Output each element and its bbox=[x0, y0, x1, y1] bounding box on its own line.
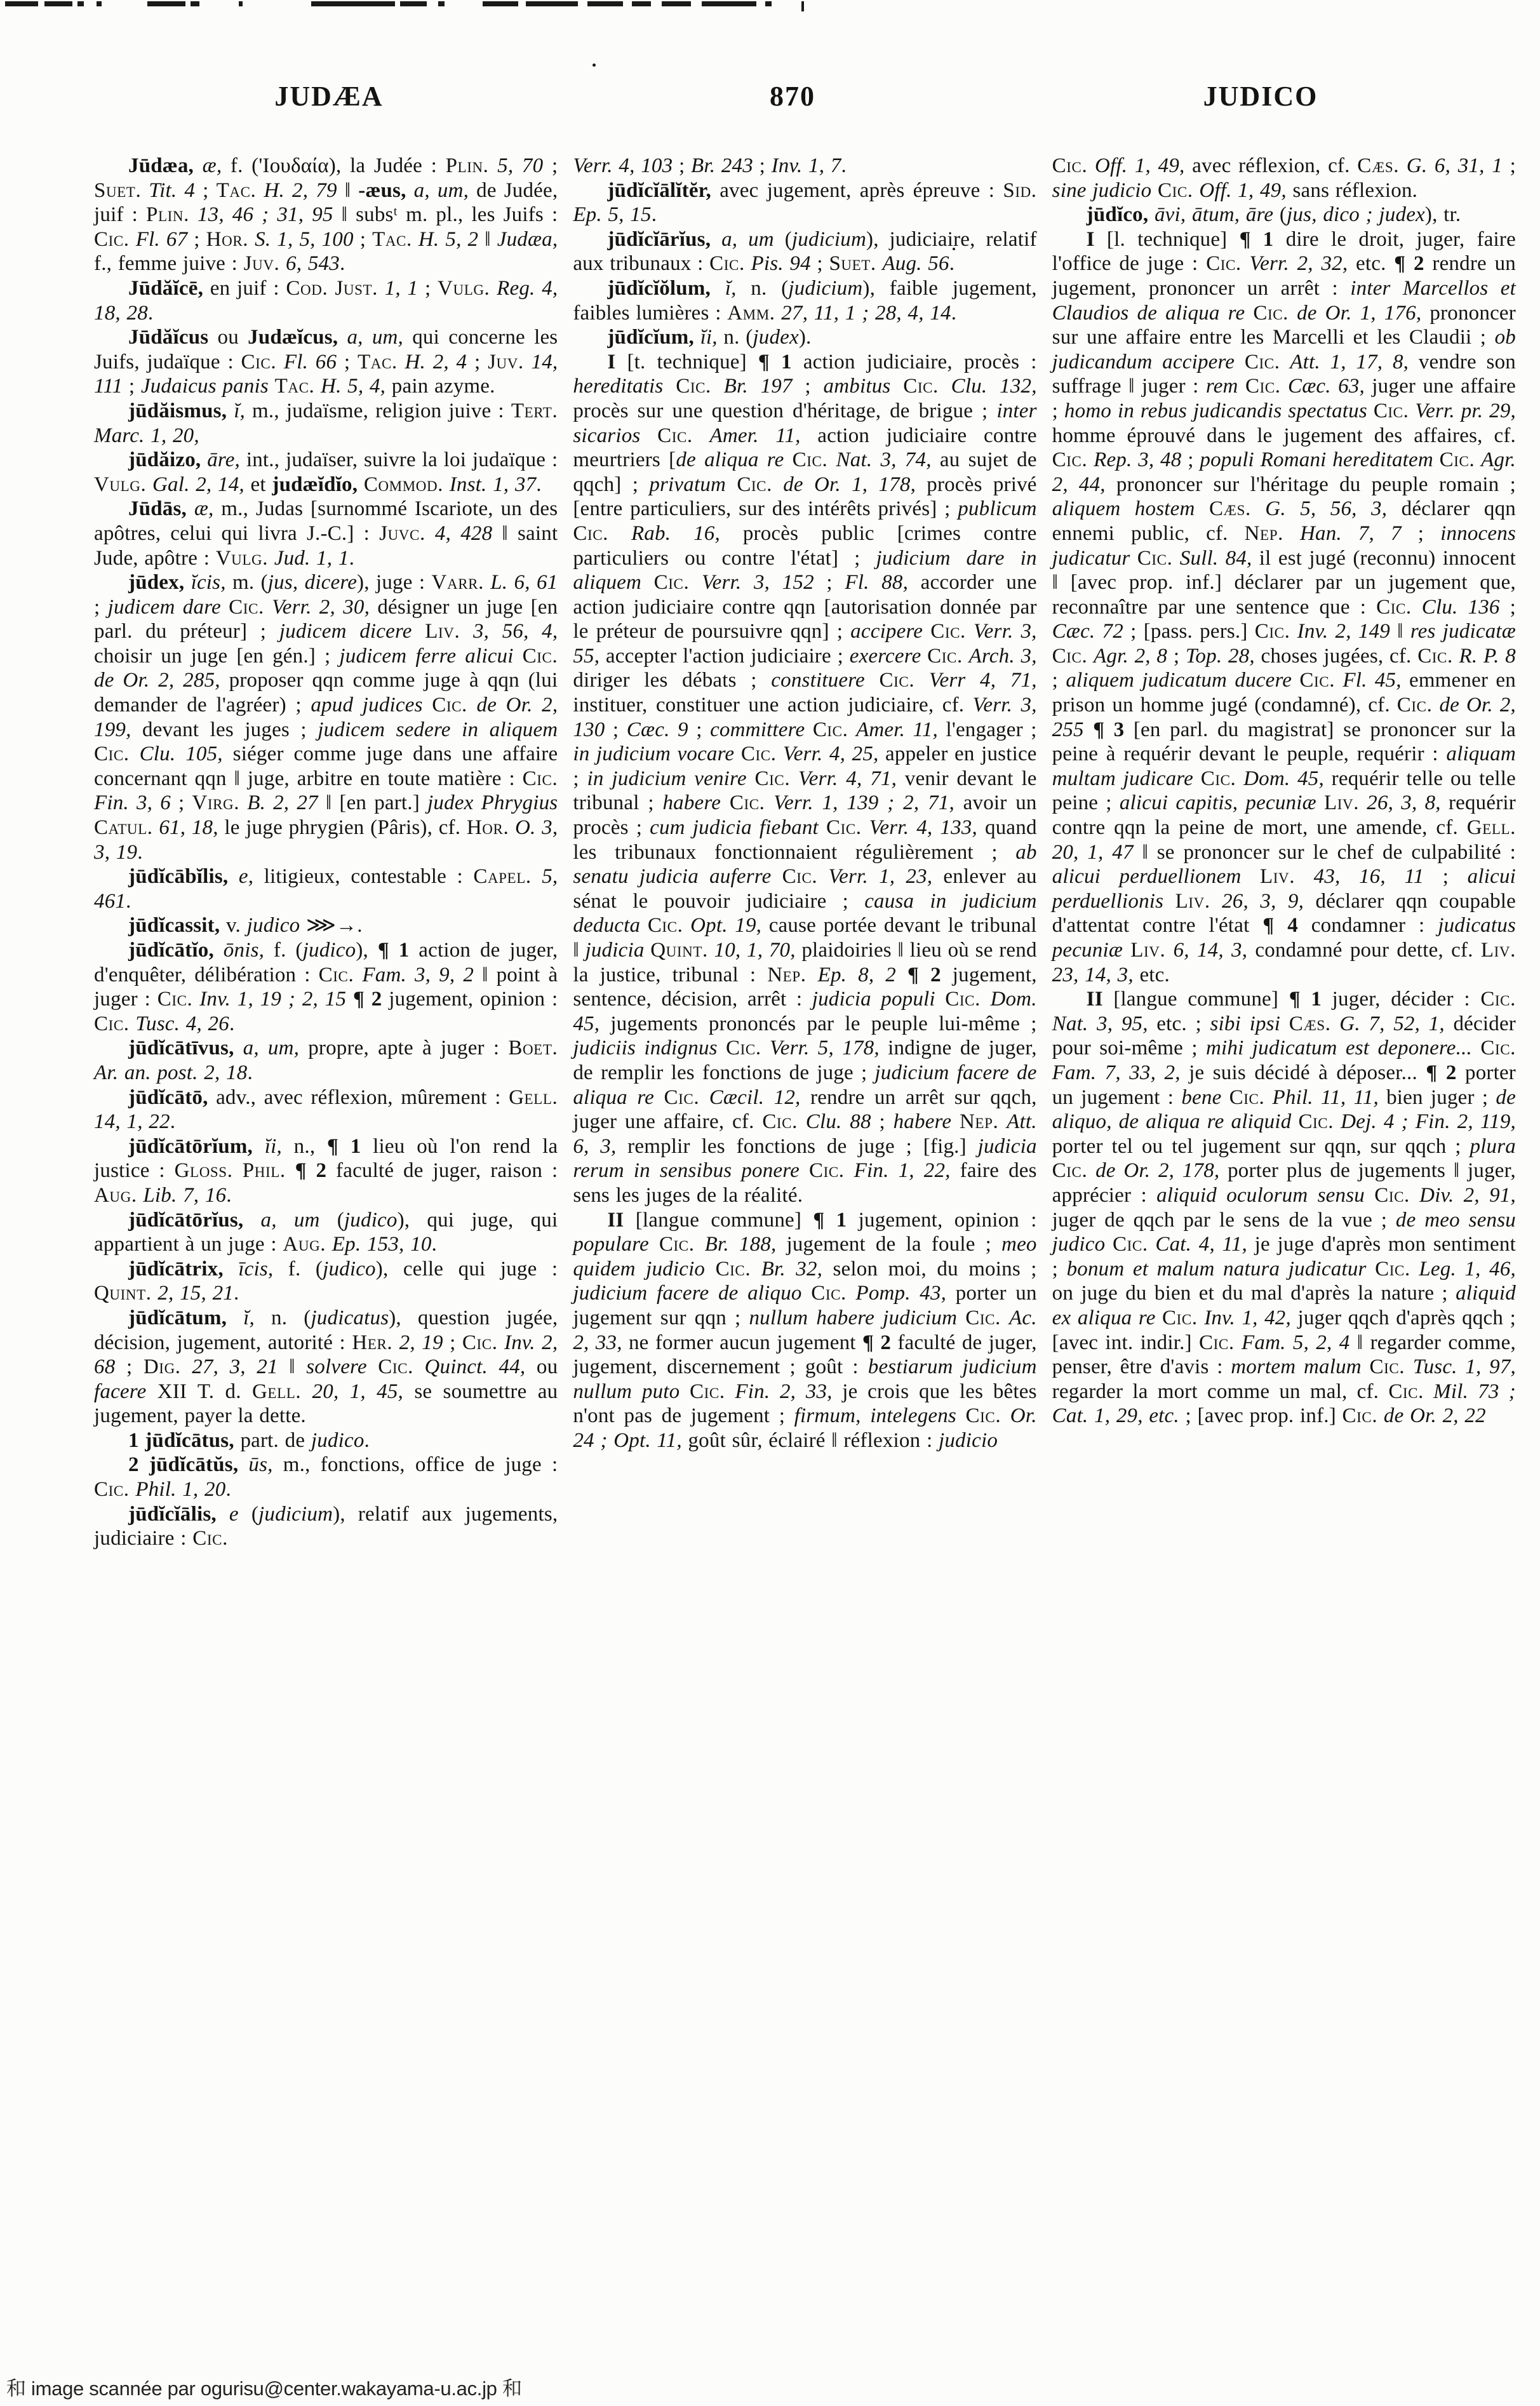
dictionary-entry: Jūdās, æ, m., Judas [surnommé Iscariote, un des apôtres, celui qui livra J.-C.] : Juvc. 4, 428 ‖ saint Jude, apôtre : Vulg. Jud. 1, 1. bbox=[94, 497, 558, 570]
dictionary-entry: jūdĭcātō, adv., avec réflexion, mûrement : Gell. 14, 1, 22. bbox=[94, 1085, 558, 1134]
header-right-guideword: JUDICO bbox=[1203, 81, 1318, 112]
running-head bbox=[0, 80, 1540, 116]
text-column-3 bbox=[1052, 154, 1516, 1551]
dictionary-entry: Jūdæa, æ, f. ('Ιουδαία), la Judée : Plin. 5, 70 ; Suet. Tit. 4 ; Tac. H. 2, 79 ‖ -æus, a, um, de Judée, juif : Plin. 13, 46 ; 31, 95 ‖ subsᵗ m. pl., les Juifs : Cic. Fl. 67 ; Hor. S. 1, 5, 100 ; Tac. H. 5, 2 ‖ Judæa, f., femme juive : Juv. 6, 543. bbox=[94, 154, 558, 276]
dictionary-body bbox=[0, 154, 1540, 1551]
entry-continuation: Verr. 4, 103 ; Br. 243 ; Inv. 1, 7. bbox=[573, 154, 847, 177]
dictionary-entry: jūdĭcĭārĭus, a, um (judicium), judiciaire, relatif aux tribunaux : Cic. Pis. 94 ; Suet. Aug. 56. bbox=[573, 227, 1037, 276]
dictionary-entry: jūdăismus, ĭ, m., judaïsme, religion juive : Tert. Marc. 1, 20, bbox=[94, 399, 558, 447]
dictionary-entry: I [l. technique] ¶ 1 dire le droit, juger, faire l'office de juge : Cic. Verr. 2, 32, etc. ¶ 2 rendre un jugement, prononcer un arrêt : inter Marcellos et Claudios de aliqua re Cic. de Or. 1, 176, prononcer sur une affaire entre les Marcelli et les Claudii ; ob judicandum accipere Cic. Att. 1, 17, 8, vendre son suffrage ‖ juger : rem Cic. Cæc. 63, juger une affaire ; homo in rebus judicandis spectatus Cic. Verr. pr. 29, homme éprouvé dans le jugement des affaires, cf. Cic. Rep. 3, 48 ; populi Romani hereditatem Cic. Agr. 2, 44, prononcer sur l'héritage du peuple romain ; aliquem hostem Cæs. G. 5, 56, 3, déclarer qqn ennemi public, cf. Nep. Han. 7, 7 ; innocens judicatur Cic. Sull. 84, il est jugé (reconnu) innocent ‖ [avec prop. inf.] déclarer par un jugement que, reconnaître par une sentence que : Cic. Clu. 136 ; Cæc. 72 ; [pass. pers.] Cic. Inv. 2, 149 ‖ res judicatæ Cic. Agr. 2, 8 ; Top. 28, choses jugées, cf. Cic. R. P. 8 ; aliquem judicatum ducere Cic. Fl. 45, emmener en prison un homme jugé (condamné), cf. Cic. de Or. 2, 255 ¶ 3 [en parl. du magistrat] se prononcer sur la peine à requérir devant le peuple, requérir : aliquam multam judicare Cic. Dom. 45, requérir telle ou telle peine ; alicui capitis, pecuniæ Liv. 26, 3, 8, requérir contre qqn la peine de mort, une amende, cf. Gell. 20, 1, 47 ‖ se prononcer sur le chef de culpabilité : alicui perduellionem Liv. 43, 16, 11 ; alicui perduellionis Liv. 26, 3, 9, déclarer qqn coupable d'attentat contre l'état ¶ 4 condamner : judicatus pecuniæ Liv. 6, 14, 3, condamné pour dette, cf. Liv. 23, 14, 3, etc. bbox=[1052, 227, 1517, 986]
dictionary-entry: jūdex, ĭcis, m. (jus, dicere), juge : Varr. L. 6, 61 ; judicem dare Cic. Verr. 2, 30, désigner un juge [en parl. du préteur] ; judicem dicere Liv. 3, 56, 4, choisir un juge [en gén.] ; judicem ferre alicui Cic. de Or. 2, 285, proposer qqn comme juge à qqn (lui demander de l'agréer) ; apud judices Cic. de Or. 2, 199, devant les juges ; judicem sedere in aliquem Cic. Clu. 105, siéger comme juge dans une affaire concernant qqn ‖ juge, arbitre en toute matière : Cic. Fin. 3, 6 ; Virg. B. 2, 27 ‖ [en part.] judex Phrygius Catul. 61, 18, le juge phrygien (Pâris), cf. Hor. O. 3, 3, 19. bbox=[94, 571, 558, 864]
header-left-guideword: JUDÆA bbox=[274, 81, 384, 112]
dictionary-entry: 2 jūdĭcātŭs, ūs, m., fonctions, office de juge : Cic. Phil. 1, 20. bbox=[94, 1453, 558, 1502]
dictionary-entry: II [langue commune] ¶ 1 jugement, opinion : populare Cic. Br. 188, jugement de la foule ; meo quidem judicio Cic. Br. 32, selon moi, du moins ; judicium facere de aliquo Cic. Pomp. 43, porter un jugement sur qqn ; nullum habere judicium Cic. Ac. 2, 33, ne former aucun jugement ¶ 2 faculté de juger, jugement, discernement ; goût : bestiarum judicium nullum puto Cic. Fin. 2, 33, je crois que les bêtes n'ont pas de jugement ; firmum, intelegens Cic. Or. 24 ; Opt. 11, goût sûr, éclairé ‖ réflexion : judicio bbox=[573, 1208, 1037, 1452]
dictionary-entry: II [langue commune] ¶ 1 juger, décider : Cic. Nat. 3, 95, etc. ; sibi ipsi Cæs. G. 7, 52, 1, décider pour soi-même ; mihi judicatum est deponere... Cic. Fam. 7, 33, 2, je suis décidé à déposer... ¶ 2 porter un jugement : bene Cic. Phil. 11, 11, bien juger ; de aliquo, de aliqua re aliquid Cic. Dej. 4 ; Fin. 2, 119, porter tel ou tel jugement sur qqn, sur qqch ; plura Cic. de Or. 2, 178, porter plus de jugements ‖ juger, apprécier : aliquid oculorum sensu Cic. Div. 2, 91, juger de qqch par le sens de la vue ; de meo sensu judico Cic. Cat. 4, 11, je juge d'après mon sentiment ; bonum et malum natura judicatur Cic. Leg. 1, 46, on juge du bien et du mal d'après la nature ; aliquid ex aliqua re Cic. Inv. 1, 42, juger qqch d'après qqch ; [avec int. indir.] Cic. Fam. 5, 2, 4 ‖ regarder comme, penser, être d'avis : mortem malum Cic. Tusc. 1, 97, regarder la mort comme un mal, cf. Cic. Mil. 73 ; Cat. 1, 29, etc. ; [avec prop. inf.] Cic. de Or. 2, 22 bbox=[1052, 988, 1516, 1428]
dictionary-entry: jūdĭcĭālĭtĕr, avec jugement, après épreuve : Sid. Ep. 5, 15. bbox=[573, 178, 1037, 227]
dictionary-entry: Jūdăĭcus ou Judæĭcus, a, um, qui concerne les Juifs, judaïque : Cic. Fl. 66 ; Tac. H. 2, 4 ; Juv. 14, 111 ; Judaicus panis Tac. H. 5, 4, pain azyme. bbox=[94, 326, 558, 398]
dictionary-entry: I [t. technique] ¶ 1 action judiciaire, procès : hereditatis Cic. Br. 197 ; ambitus Cic. Clu. 132, procès sur une question d'héritage, de brigue ; inter sicarios Cic. Amer. 11, action judiciaire contre meurtriers [de aliqua re Cic. Nat. 3, 74, au sujet de qqch] ; privatum Cic. de Or. 1, 178, procès privé [entre particuliers, sur des intérêts privés] ; publicum Cic. Rab. 16, procès public [crimes contre particuliers ou contre l'état] ; judicium dare in aliquem Cic. Verr. 3, 152 ; Fl. 88, accorder une action judiciaire contre qqn [autorisation donnée par le préteur de poursuivre qqn] ; accipere Cic. Verr. 3, 55, accepter l'action judiciaire ; exercere Cic. Arch. 3, diriger les débats ; constituere Cic. Verr 4, 71, instituer, constituer une action judiciaire, cf. Verr. 3, 130 ; Cæc. 9 ; committere Cic. Amer. 11, l'engager ; in judicium vocare Cic. Verr. 4, 25, appeler en justice ; in judicium venire Cic. Verr. 4, 71, venir devant le tribunal ; habere Cic. Verr. 1, 139 ; 2, 71, avoir un procès ; cum judicia fiebant Cic. Verr. 4, 133, quand les tribunaux fonctionnaient régulièrement ; ab senatu judicia auferre Cic. Verr. 1, 23, enlever au sénat le pouvoir judiciaire ; causa in judicium deducta Cic. Opt. 19, cause portée devant le tribunal ‖ judicia Quint. 10, 1, 70, plaidoiries ‖ lieu où se rend la justice, tribunal : Nep. Ep. 8, 2 ¶ 2 jugement, sentence, décision, arrêt : judicia populi Cic. Dom. 45, jugements prononcés par le peuple lui-même ; judiciis indignus Cic. Verr. 5, 178, indigne de juger, de remplir les fonctions de juge ; judicium facere de aliqua re Cic. Cæcil. 12, rendre un arrêt sur qqch, juger une affaire, cf. Cic. Clu. 88 ; habere Nep. Att. 6, 3, remplir les fonctions de juge ; [fig.] judicia rerum in sensibus ponere Cic. Fin. 1, 22, faire des sens les juges de la réalité. bbox=[573, 350, 1037, 1207]
dictionary-entry: Jūdăĭcē, en juif : Cod. Just. 1, 1 ; Vulg. Reg. 4, 18, 28. bbox=[94, 276, 558, 325]
entry-continuation: Cic. Off. 1, 49, avec réflexion, cf. Cæs. G. 6, 31, 1 ; sine judicio Cic. Off. 1, 49, sans réflexion. bbox=[1052, 154, 1516, 202]
page-number: 870 bbox=[770, 81, 815, 112]
scan-credit-line: 和 image scannée par ogurisu@center.wakayama-u.ac.jp 和 bbox=[6, 2377, 522, 2400]
dictionary-entry: jūdĭcābĭlis, e, litigieux, contestable : Capel. 5, 461. bbox=[94, 865, 558, 913]
dictionary-entry: jūdĭcĭālis, e (judicium), relatif aux jugements, judiciaire : Cic. bbox=[94, 1502, 558, 1550]
dictionary-entry: jūdĭcātōrĭus, a, um (judico), qui juge, qui appartient à un juge : Aug. Ep. 153, 10. bbox=[94, 1208, 558, 1256]
dictionary-entry: jūdĭcātĭo, ōnis, f. (judico), ¶ 1 action de juger, d'enquêter, délibération : Cic. Fam. 3, 9, 2 ‖ point à juger : Cic. Inv. 1, 19 ; 2, 15 ¶ 2 jugement, opinion : Cic. Tusc. 4, 26. bbox=[94, 939, 558, 1035]
dictionary-entry: 1 jūdĭcātus, part. de judico. bbox=[128, 1428, 370, 1452]
dictionary-entry: jūdĭcĭum, ĭi, n. (judex). bbox=[607, 326, 812, 349]
dictionary-entry: jūdĭcātōrĭum, ĭi, n., ¶ 1 lieu où l'on rend la justice : Gloss. Phil. ¶ 2 faculté de juger, raison : Aug. Lib. 7, 16. bbox=[94, 1134, 558, 1207]
dictionary-entry: jūdĭcātum, ĭ, n. (judicatus), question jugée, décision, jugement, autorité : Her. 2, 19 ; Cic. Inv. 2, 68 ; Dig. 27, 3, 21 ‖ solvere Cic. Quinct. 44, ou facere XII T. d. Gell. 20, 1, 45, se soumettre au jugement, payer la dette. bbox=[94, 1306, 558, 1428]
dictionary-entry: jūdăizo, āre, int., judaïser, suivre la loi judaïque : Vulg. Gal. 2, 14, et judæĭdĭo, Commod. Inst. 1, 37. bbox=[94, 448, 558, 496]
dictionary-entry: jūdĭcātīvus, a, um, propre, apte à juger : Boet. Ar. an. post. 2, 18. bbox=[94, 1037, 558, 1084]
text-column-1 bbox=[94, 154, 558, 1551]
dictionary-entry: jūdĭcĭŏlum, ĭ, n. (judicium), faible jugement, faibles lumières : Amm. 27, 11, 1 ; 28, 4, 14. bbox=[573, 276, 1037, 325]
dictionary-entry: jūdĭco, āvi, ātum, āre (jus, dico ; judex), tr. bbox=[1086, 203, 1461, 227]
dictionary-entry: jūdĭcātrix, īcis, f. (judico), celle qui juge : Quint. 2, 15, 21. bbox=[94, 1257, 558, 1305]
text-column-2 bbox=[573, 154, 1036, 1551]
dictionary-entry: jūdĭcassit, v. judico ⋙→. bbox=[128, 914, 363, 938]
